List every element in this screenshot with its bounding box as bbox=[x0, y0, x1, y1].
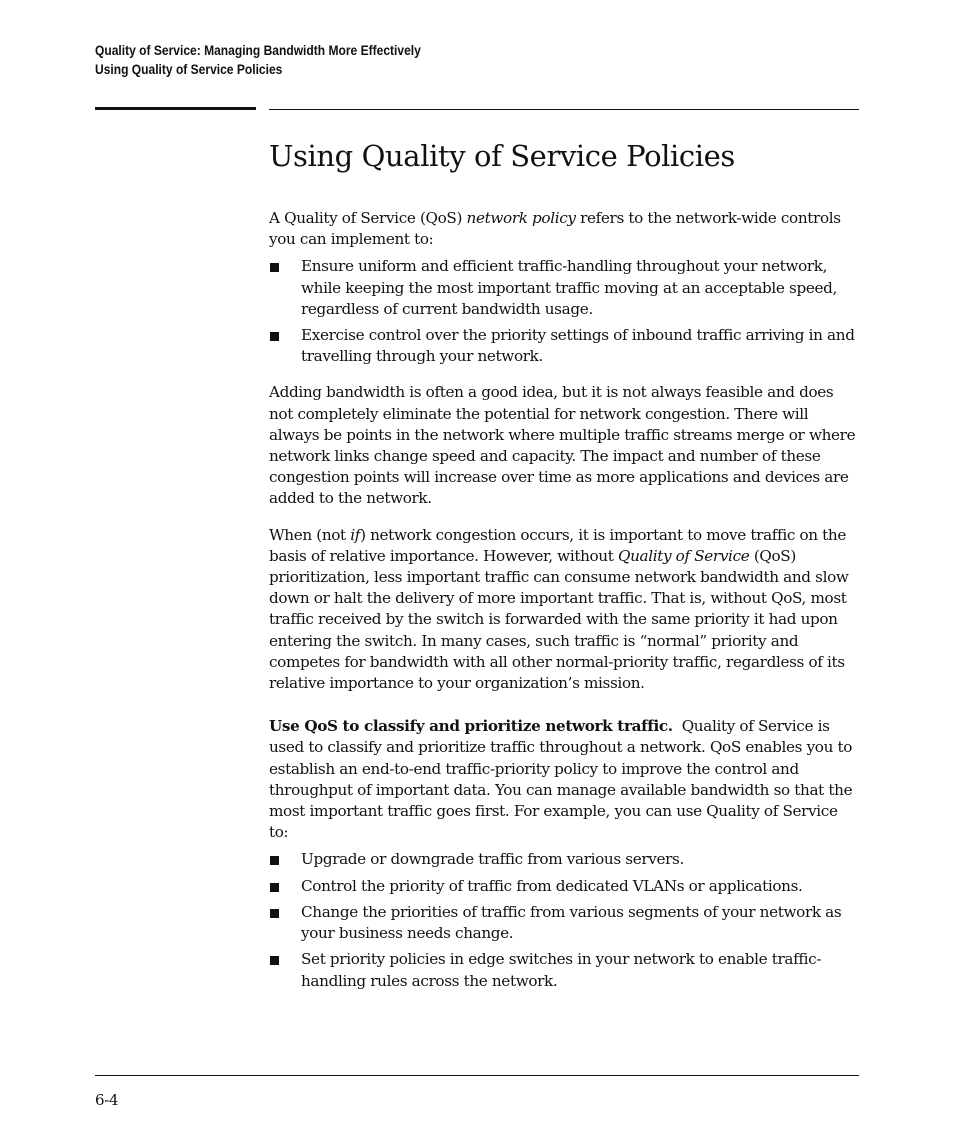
intro-text-start: A Quality of Service (QoS) bbox=[269, 209, 467, 227]
intro-paragraph bbox=[269, 208, 859, 250]
run-in-heading: Use QoS to classify and prioritize network traffic. bbox=[269, 717, 673, 736]
running-header-chapter: Quality of Service: Managing Bandwidth More Effectively bbox=[95, 42, 421, 58]
running-header bbox=[95, 41, 421, 79]
footer-rule bbox=[95, 1075, 859, 1076]
classify-bullet-list bbox=[269, 849, 859, 991]
congestion-paragraph bbox=[269, 525, 859, 695]
intro-emphasis: network policy bbox=[466, 209, 576, 227]
list-item: Control the priority of traffic from dedicated VLANs or applications. bbox=[269, 876, 859, 897]
congestion-text-1: When (not bbox=[269, 525, 351, 544]
bandwidth-paragraph: Adding bandwidth is often a good idea, but it is not always feasible and does not completely eliminate the potential for network congestion. There will always be points in the network where multiple traffic streams merge or where network links change speed and capacity. The impact and number of these congestion points will increase over time as more applications and devices are added to the network. bbox=[269, 383, 856, 508]
list-item: Ensure uniform and efficient traffic-handling throughout your network, while keeping the most important traffic moving at an acceptable speed, regardless of current bandwidth usage. bbox=[269, 256, 859, 320]
classify-text: Quality of Service is used to classify and prioritize traffic throughout a network. QoS enables you to establish an end-to-end traffic-priority policy to improve the control and throughput of important data. You can manage available bandwidth so that the most important traffic goes first. For example, you can use Quality of Service to: bbox=[269, 717, 853, 842]
header-rule-thin bbox=[269, 109, 859, 110]
congestion-emphasis-2: Quality of Service bbox=[617, 546, 750, 565]
list-item: Exercise control over the priority settings of inbound traffic arriving in and travelling through your network. bbox=[269, 325, 859, 367]
classify-paragraph bbox=[269, 716, 859, 843]
page-title: Using Quality of Service Policies bbox=[269, 139, 735, 173]
list-item: Upgrade or downgrade traffic from various servers. bbox=[269, 849, 859, 870]
congestion-emphasis-1: if bbox=[350, 525, 361, 544]
list-item: Change the priorities of traffic from various segments of your network as your business needs change. bbox=[269, 902, 859, 944]
intro-text-end: refers to the network-wide controls you can implement to: bbox=[269, 209, 841, 249]
intro-bullet-list bbox=[269, 256, 859, 367]
header-rule-thick bbox=[95, 107, 256, 110]
congestion-text-2: ) network congestion occurs, it is important to move traffic on the basis of relative importance. However, without bbox=[269, 525, 846, 565]
running-header-section: Using Quality of Service Policies bbox=[95, 61, 283, 77]
page-number: 6-4 bbox=[95, 1091, 119, 1109]
body-text bbox=[269, 208, 859, 992]
list-item: Set priority policies in edge switches in your network to enable traffic-handling rules across the network. bbox=[269, 949, 859, 991]
congestion-text-3: (QoS) prioritization, less important traffic can consume network bandwidth and slow down or halt the delivery of more important traffic. That is, without QoS, most traffic received by the switch is forwarded with the same priority it had upon entering the switch. In many cases, such traffic is “normal” priority and competes for bandwidth with all other normal-priority traffic, regardless of its relative importance to your organization’s mission. bbox=[269, 546, 849, 693]
